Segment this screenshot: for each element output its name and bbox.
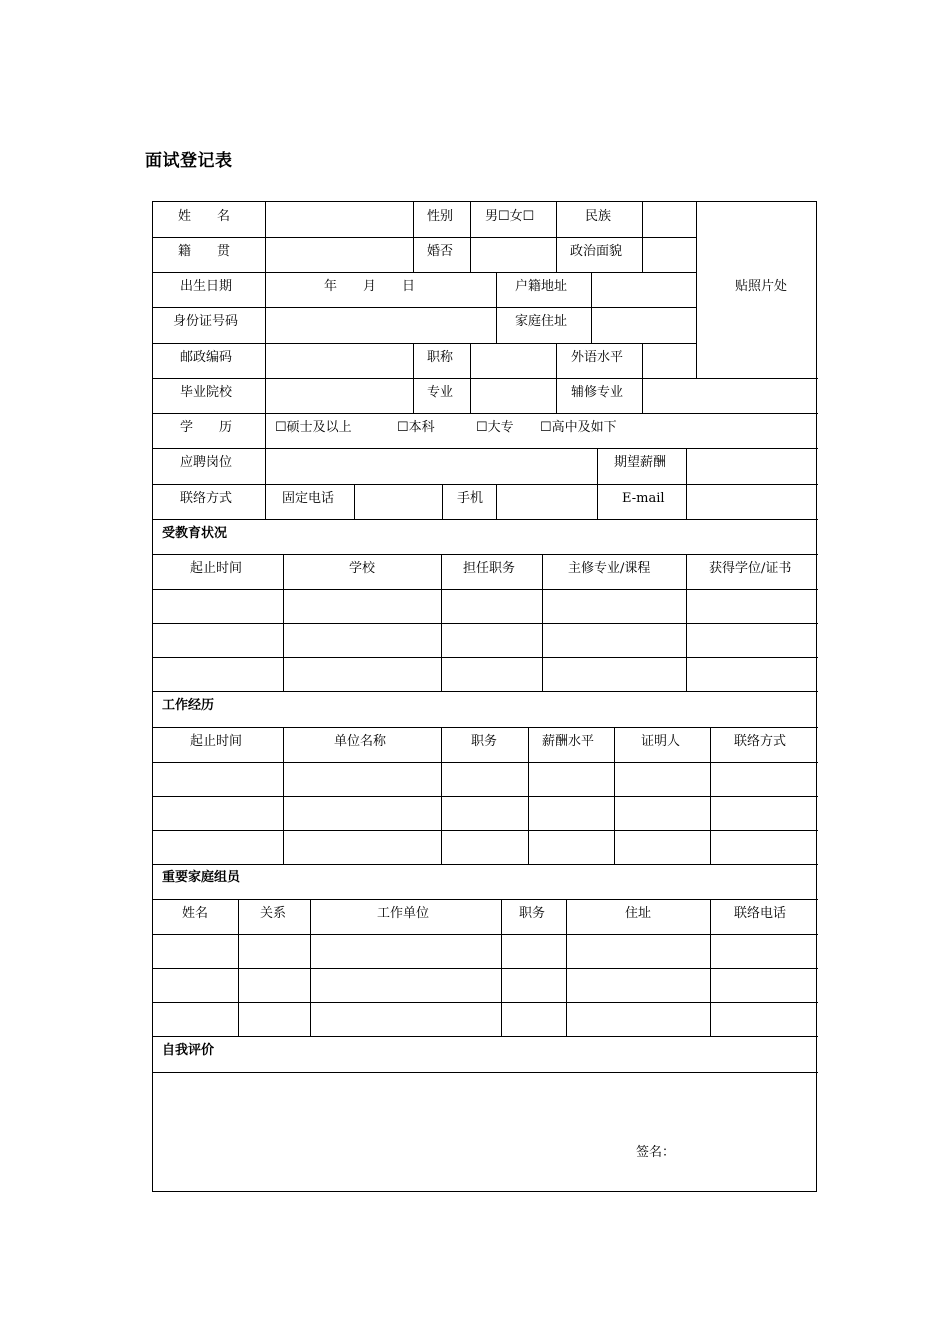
page-title: 面试登记表 [145,151,233,171]
col-line [413,202,414,272]
row-line [153,1072,818,1073]
landline-label: 固定电话 [282,491,335,506]
gender-options[interactable]: 男☐女☐ [485,209,535,224]
row-line [153,448,818,449]
family-col-address: 住址 [625,906,652,921]
col-line [501,899,502,1036]
col-line [614,727,615,864]
contact-label: 联络方式 [180,491,233,506]
col-line [442,484,443,519]
self-eval-heading: 自我评价 [162,1043,215,1058]
col-line [441,554,442,692]
work-col-reference: 证明人 [641,734,681,749]
id-number-label: 身份证号码 [173,314,239,329]
col-line [238,899,239,1036]
work-col-role: 职务 [471,734,498,749]
row-line [153,484,818,485]
col-line [528,727,529,864]
col-line [686,448,687,519]
col-line [470,343,471,413]
col-line [354,484,355,519]
col-line [265,202,266,519]
job-title-label: 职称 [427,350,454,365]
col-line [496,484,497,519]
row-line [153,343,696,344]
row-line [153,762,818,763]
photo-placeholder: 贴照片处 [735,279,788,294]
col-line [710,899,711,1036]
col-line [310,899,311,1036]
family-col-employer: 工作单位 [377,906,430,921]
edu-col-school: 学校 [349,561,376,576]
row-line [153,413,818,414]
col-line [566,899,567,1036]
edu-col-degree: 获得学位/证书 [709,561,792,576]
row-line [153,623,818,624]
native-place-label: 籍 贯 [178,244,231,259]
major-label: 专业 [427,385,454,400]
edu-option-master[interactable]: ☐硕士及以上 [275,420,352,435]
row-line [153,237,696,238]
family-col-phone: 联络电话 [734,906,787,921]
row-line [153,830,818,831]
family-heading: 重要家庭组员 [162,870,241,885]
expected-salary-label: 期望薪酬 [614,455,667,470]
row-line [153,864,818,865]
education-label: 学 历 [180,420,233,435]
edu-option-bachelor[interactable]: ☐本科 [397,420,435,435]
col-line [283,554,284,692]
row-line [153,519,818,520]
col-line [556,343,557,413]
mobile-label: 手机 [457,491,484,506]
col-line [591,272,592,343]
foreign-lang-label: 外语水平 [571,350,624,365]
row-line [153,691,818,692]
political-label: 政治面貌 [570,244,623,259]
family-col-relation: 关系 [260,906,287,921]
col-line [686,554,687,692]
marital-label: 婚否 [427,244,454,259]
name-label: 姓 名 [178,209,231,224]
signature-label: 签名： [636,1145,676,1160]
household-addr-label: 户籍地址 [515,279,568,294]
edu-col-period: 起止时间 [190,561,243,576]
birth-date-label: 出生日期 [180,279,233,294]
col-line [283,727,284,864]
work-col-salary: 薪酬水平 [542,734,595,749]
col-line [642,343,643,413]
col-line [413,343,414,413]
edu-option-college[interactable]: ☐大专 [476,420,514,435]
registration-form [152,201,817,1192]
row-line [153,1002,818,1003]
col-line [710,727,711,864]
col-line [556,202,557,272]
school-label: 毕业院校 [180,385,233,400]
row-line [153,657,818,658]
family-col-role: 职务 [519,906,546,921]
edu-col-role: 担任职务 [463,561,516,576]
email-label: E-mail [622,491,665,506]
row-line [153,899,818,900]
row-line [153,589,818,590]
col-line [696,202,697,378]
row-line [153,307,696,308]
family-col-name: 姓名 [182,906,209,921]
row-line [153,934,818,935]
postcode-label: 邮政编码 [180,350,233,365]
education-heading: 受教育状况 [162,526,228,541]
col-line [597,448,598,519]
row-line [153,968,818,969]
home-addr-label: 家庭住址 [515,314,568,329]
ethnicity-label: 民族 [585,209,612,224]
edu-col-major: 主修专业/课程 [568,561,651,576]
col-line [642,202,643,272]
col-line [470,202,471,272]
row-line [153,727,818,728]
row-line [153,378,818,379]
position-label: 应聘岗位 [180,455,233,470]
row-line [153,272,696,273]
work-heading: 工作经历 [162,698,215,713]
row-line [153,554,818,555]
col-line [496,272,497,343]
row-line [153,796,818,797]
work-col-period: 起止时间 [190,734,243,749]
row-line [153,1036,818,1037]
work-col-employer: 单位名称 [334,734,387,749]
birth-ymd: 年 月 日 [324,279,416,294]
work-col-contact: 联络方式 [734,734,787,749]
gender-label: 性别 [427,209,454,224]
col-line [441,727,442,864]
col-line [542,554,543,692]
edu-option-highschool[interactable]: ☐高中及如下 [540,420,617,435]
minor-label: 辅修专业 [571,385,624,400]
